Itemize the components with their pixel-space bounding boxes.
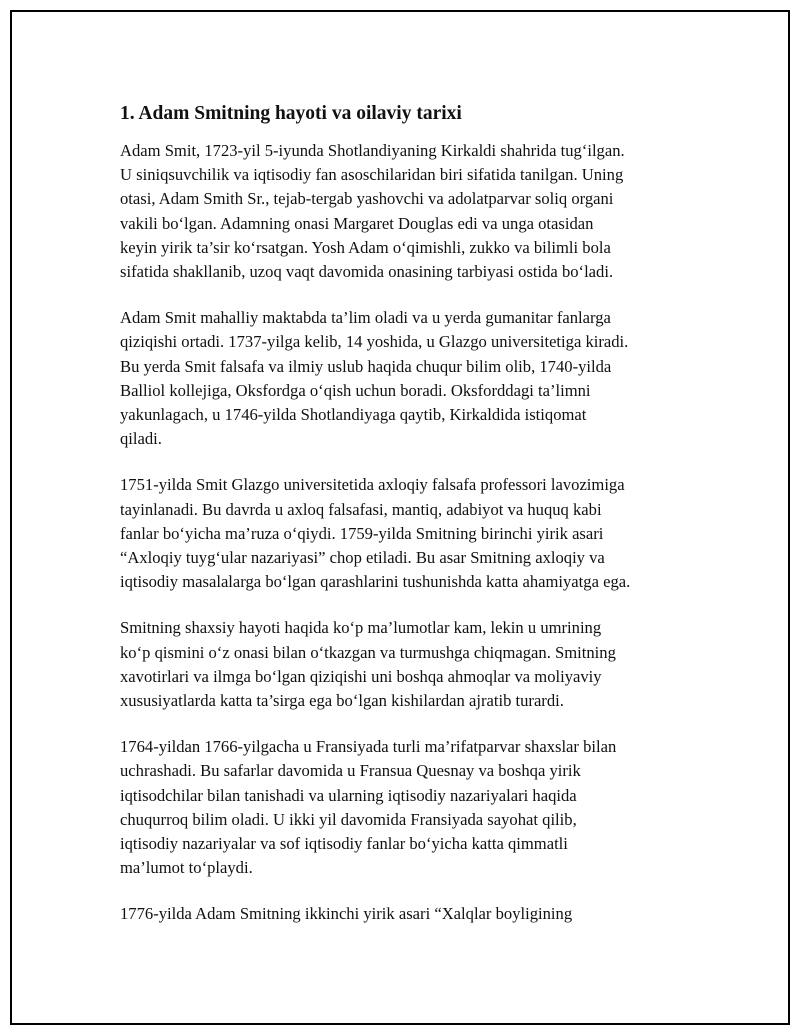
text-line: Balliol kollejiga, Oksfordga o‘qish uchun boradi. Oksforddagi ta’limni: [120, 380, 591, 400]
text-line: Smitning shaxsiy hayoti haqida ko‘p ma’lumotlar kam, lekin u umrining: [120, 618, 602, 638]
text-line: xavotirlari va ilmga bo‘lgan qiziqishi uni boshqa ahmoqlar va moliyaviy: [120, 666, 602, 686]
paragraph-france: [120, 735, 700, 880]
text-line: vakili bo‘lgan. Adamning onasi Margaret Douglas edi va unga otasidan: [120, 213, 594, 233]
text-line: qiziqishi ortadi. 1737-yilga kelib, 14 yoshida, u Glazgo universitetiga kiradi.: [120, 332, 629, 352]
text-line: “Axloqiy tuyg‘ular nazariyasi” chop etiladi. Bu asar Smitning axloqiy va: [120, 548, 605, 568]
text-line: xususiyatlarda katta ta’sirga ega bo‘lgan kishilardan ajratib turardi.: [120, 691, 564, 711]
paragraph-professorship: [120, 473, 700, 594]
text-line: otasi, Adam Smith Sr., tejab-tergab yashovchi va adolatparvar soliq organi: [120, 189, 614, 209]
text-line: keyin yirik ta’sir ko‘rsatgan. Yosh Adam o‘qimishli, zukko va bilimli bola: [120, 237, 611, 257]
text-line: 1764-yildan 1766-yilgacha u Fransiyada turli ma’rifatparvar shaxslar bilan: [120, 737, 617, 757]
paragraph-wealth-of-nations: [120, 902, 700, 926]
text-line: yakunlagach, u 1746-yilda Shotlandiyaga qaytib, Kirkaldida istiqomat: [120, 405, 587, 425]
paragraph-education: [120, 306, 700, 451]
text-line: Adam Smit mahalliy maktabda ta’lim oladi va u yerda gumanitar fanlarga: [120, 308, 611, 328]
paragraph-birth: [120, 139, 700, 284]
text-line: iqtisodiy nazariyalar va sof iqtisodiy fanlar bo‘yicha katta qimmatli: [120, 834, 568, 854]
text-line: 1751-yilda Smit Glazgo universitetida axloqiy falsafa professori lavozimiga: [120, 475, 625, 495]
page-frame: [10, 10, 790, 1025]
text-line: sifatida shakllanib, uzoq vaqt davomida onasining tarbiyasi ostida bo‘ladi.: [120, 262, 614, 282]
text-line: iqtisodiy masalalarga bo‘lgan qarashlarini tushunishda katta ahamiyatga ega.: [120, 572, 631, 592]
text-line: Bu yerda Smit falsafa va ilmiy uslub haqida chuqur bilim olib, 1740-yilda: [120, 356, 612, 376]
text-line: chuqurroq bilim oladi. U ikki yil davomida Fransiyada sayohat qilib,: [120, 809, 577, 829]
document-body: [120, 95, 700, 949]
text-line: fanlar bo‘yicha ma’ruza o‘qiydi. 1759-yilda Smitning birinchi yirik asari: [120, 523, 604, 543]
text-line: ma’lumot to‘playdi.: [120, 858, 253, 878]
text-line: tayinlanadi. Bu davrda u axloq falsafasi, mantiq, adabiyot va huquq kabi: [120, 499, 602, 519]
section-heading: 1. Adam Smitning hayoti va oilaviy tarixi: [120, 103, 462, 124]
text-line: qiladi.: [120, 429, 162, 449]
text-line: U siniqsuvchilik va iqtisodiy fan asoschilaridan biri sifatida tanilgan. Uning: [120, 165, 624, 185]
text-line: iqtisodchilar bilan tanishadi va ularning iqtisodiy nazariyalari haqida: [120, 785, 577, 805]
text-line: Adam Smit, 1723-yil 5-iyunda Shotlandiyaning Kirkaldi shahrida tug‘ilgan.: [120, 141, 625, 160]
paragraph-personal-life: [120, 616, 700, 713]
text-line: ko‘p qismini o‘z onasi bilan o‘tkazgan va turmushga chiqmagan. Smitning: [120, 642, 616, 662]
text-line: uchrashadi. Bu safarlar davomida u Fransua Quesnay va boshqa yirik: [120, 761, 581, 781]
text-line: 1776-yilda Adam Smitning ikkinchi yirik asari “Xalqlar boyligining: [120, 904, 573, 924]
